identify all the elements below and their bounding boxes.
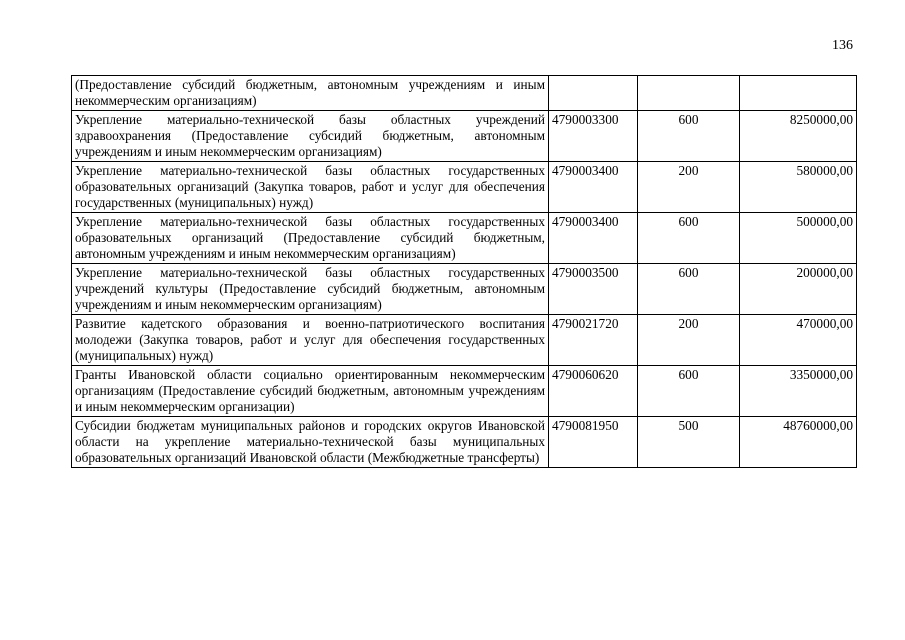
target-code-cell: 4790060620	[549, 366, 638, 417]
expense-name-cell: Укрепление материально-технической базы областных государственных образовательных организаций (Закупка товаров, работ и услуг для обеспечения государственных (муниципальных) нужд)	[72, 162, 549, 213]
expense-type-cell: 500	[638, 417, 740, 468]
amount-cell: 470000,00	[740, 315, 857, 366]
table-row	[72, 315, 857, 366]
table-row	[72, 213, 857, 264]
table-row	[72, 111, 857, 162]
expense-name-cell: Гранты Ивановской области социально ориентированным некоммерческим организациям (Предоставление субсидий бюджетным, автономным учреждениям и иным некоммерческим организации)	[72, 366, 549, 417]
target-code-cell: 4790003400	[549, 213, 638, 264]
amount-cell: 8250000,00	[740, 111, 857, 162]
expense-name-cell: Субсидии бюджетам муниципальных районов и городских округов Ивановской области на укрепление материально-технической базы муниципальных образовательных организаций Ивановской области (Межбюджетные трансферты)	[72, 417, 549, 468]
table-row	[72, 162, 857, 213]
target-code-cell: 4790081950	[549, 417, 638, 468]
target-code-cell: 4790003500	[549, 264, 638, 315]
amount-cell: 500000,00	[740, 213, 857, 264]
target-code-cell: 4790021720	[549, 315, 638, 366]
expense-name-cell: (Предоставление субсидий бюджетным, автономным учреждениям и иным некоммерческим организациям)	[72, 76, 549, 111]
amount-cell	[740, 76, 857, 111]
table-row	[72, 366, 857, 417]
expense-type-cell: 200	[638, 315, 740, 366]
amount-cell: 580000,00	[740, 162, 857, 213]
expense-type-cell: 600	[638, 213, 740, 264]
expense-type-cell: 600	[638, 366, 740, 417]
page-number: 136	[832, 38, 853, 53]
table-row	[72, 417, 857, 468]
target-code-cell: 4790003400	[549, 162, 638, 213]
amount-cell: 48760000,00	[740, 417, 857, 468]
expense-type-cell: 600	[638, 111, 740, 162]
target-code-cell	[549, 76, 638, 111]
expense-type-cell: 600	[638, 264, 740, 315]
amount-cell: 3350000,00	[740, 366, 857, 417]
table-row	[72, 264, 857, 315]
expense-name-cell: Развитие кадетского образования и военно-патриотического воспитания молодежи (Закупка товаров, работ и услуг для обеспечения государственных (муниципальных) нужд)	[72, 315, 549, 366]
budget-table	[71, 75, 857, 468]
expense-name-cell: Укрепление материально-технической базы областных государственных учреждений культуры (Предоставление субсидий бюджетным, автономным учреждениям и иным некоммерческим организациям)	[72, 264, 549, 315]
expense-type-cell	[638, 76, 740, 111]
target-code-cell: 4790003300	[549, 111, 638, 162]
expense-name-cell: Укрепление материально-технической базы областных государственных образовательных организаций (Предоставление субсидий бюджетным, автономным учреждениям и иным некоммерческим организациям)	[72, 213, 549, 264]
amount-cell: 200000,00	[740, 264, 857, 315]
expense-name-cell: Укрепление материально-технической базы областных учреждений здравоохранения (Предоставление субсидий бюджетным, автономным учреждениям и иным некоммерческим организациям)	[72, 111, 549, 162]
table-row	[72, 76, 857, 111]
expense-type-cell: 200	[638, 162, 740, 213]
